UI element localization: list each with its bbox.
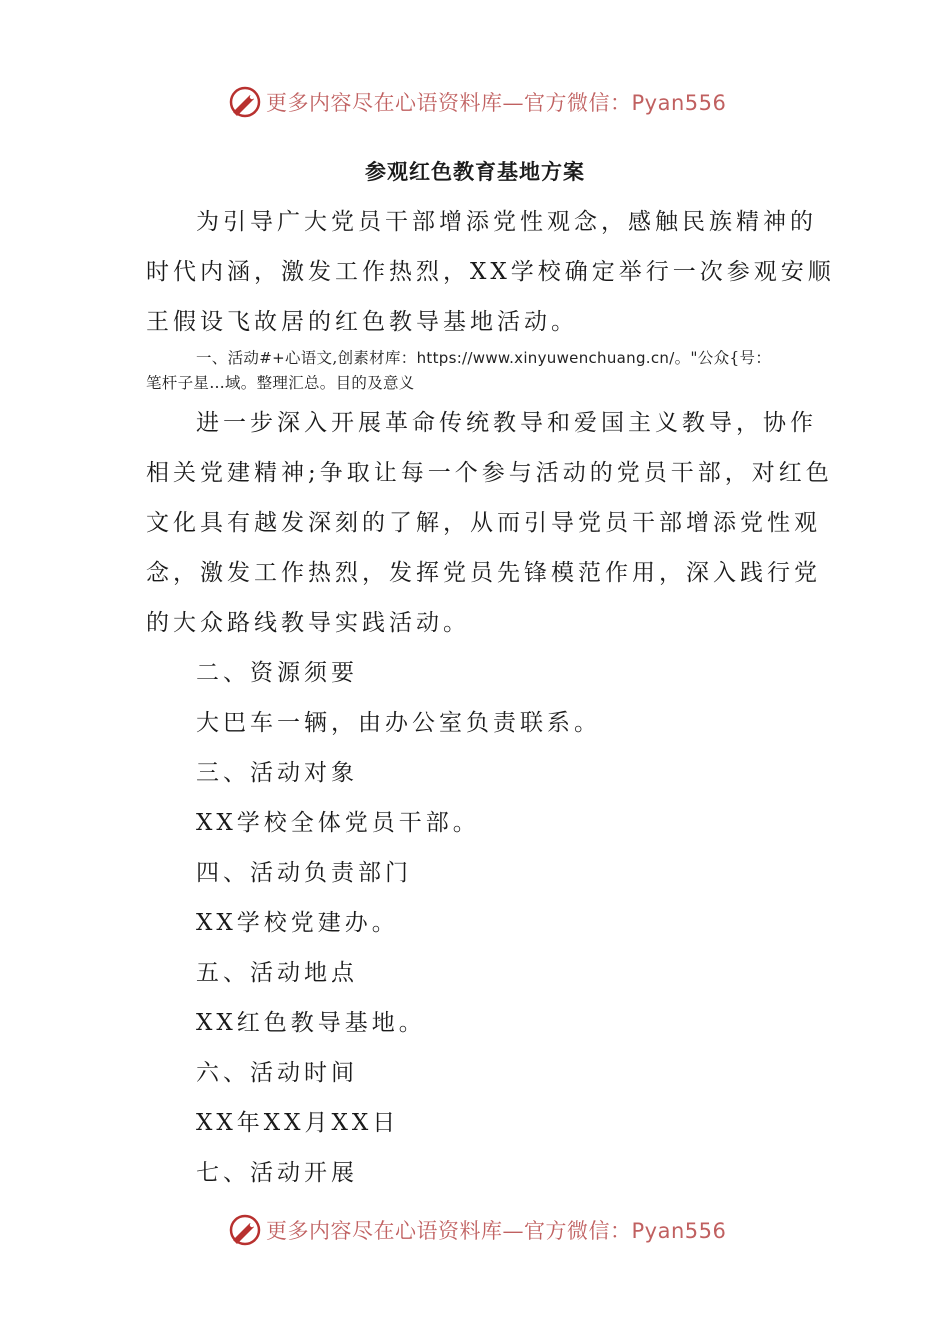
purpose-line-1: 进一步深入开展革命传统教导和爱国主义教导，协作 bbox=[196, 410, 817, 436]
banner-text bbox=[266, 1215, 726, 1245]
document-title: 参观红色教育基地方案 bbox=[365, 159, 585, 184]
section-text-department: XX学校党建办。 bbox=[196, 910, 399, 936]
section-text-audience: XX学校全体党员干部。 bbox=[196, 810, 480, 836]
watermark-line-1 bbox=[196, 346, 771, 368]
section-heading-audience: 三、活动对象 bbox=[196, 760, 358, 786]
watermark-suffix: 。"公众{号： bbox=[674, 349, 772, 367]
footer-banner bbox=[228, 1210, 748, 1250]
watermark-prefix: 一、活动 bbox=[196, 349, 260, 367]
watermark-url: https://www.xinyuwenchuang.cn/ bbox=[416, 349, 675, 367]
purpose-line-2: 相关党建精神;争取让每一个参与活动的党员干部，对红色 bbox=[146, 460, 833, 486]
watermark-mid: 心语文,创素材库： bbox=[284, 349, 417, 367]
banner-wechat-id: Pyan556 bbox=[631, 1219, 727, 1243]
intro-line-2: 时代内涵，激发工作热烈，XX学校确定举行一次参观安顺 bbox=[146, 259, 835, 285]
watermark-latin: #+ bbox=[259, 349, 285, 367]
purpose-line-3: 文化具有越发深刻的了解，从而引导党员干部增添党性观 bbox=[146, 510, 821, 536]
banner-slogan: 更多内容尽在心语资料库—官方微信： bbox=[266, 91, 632, 115]
section-heading-department: 四、活动负责部门 bbox=[196, 860, 412, 886]
header-banner bbox=[228, 82, 748, 122]
purpose-line-4: 念，激发工作热烈，发挥党员先锋模范作用，深入践行党 bbox=[146, 560, 821, 586]
intro-line-3: 王假设飞故居的红色教导基地活动。 bbox=[146, 309, 578, 335]
section-text-time: XX年XX月XX日 bbox=[196, 1110, 400, 1136]
watermark-line-2: 笔杆子星…域。整理汇总。目的及意义 bbox=[146, 374, 415, 392]
banner-text bbox=[266, 87, 726, 117]
intro-line-1: 为引导广大党员干部增添党性观念，感触民族精神的 bbox=[196, 209, 817, 235]
section-heading-activities: 七、活动开展 bbox=[196, 1160, 358, 1186]
banner-slogan: 更多内容尽在心语资料库—官方微信： bbox=[266, 1219, 632, 1243]
section-text-location: XX红色教导基地。 bbox=[196, 1010, 426, 1036]
banner-wechat-id: Pyan556 bbox=[631, 91, 727, 115]
section-heading-resources: 二、资源须要 bbox=[196, 660, 358, 686]
section-heading-location: 五、活动地点 bbox=[196, 960, 358, 986]
section-heading-time: 六、活动时间 bbox=[196, 1060, 358, 1086]
section-text-resources: 大巴车一辆，由办公室负责联系。 bbox=[196, 710, 601, 736]
pen-nib-logo-icon bbox=[228, 1213, 262, 1247]
purpose-line-5: 的大众路线教导实践活动。 bbox=[146, 610, 470, 636]
pen-nib-logo-icon bbox=[228, 85, 262, 119]
